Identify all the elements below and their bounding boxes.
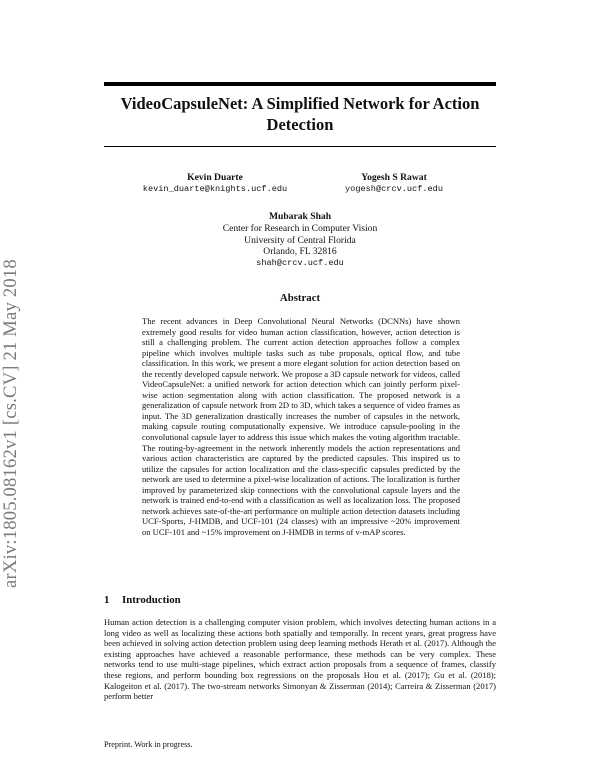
preprint-footer: Preprint. Work in progress. <box>104 740 193 749</box>
author-block-2 <box>334 172 454 196</box>
author-name: Yogesh S Rawat <box>361 172 427 183</box>
section-number: 1 <box>104 594 110 606</box>
introduction-text: Human action detection is a challenging computer vision problem, which involves detecting human actions in a long video as well as localizing these actions both spatially and temporally. In recent years, great progress have been achieved in solving action detection problem using deep learning methods Herath et al. (2017). Although the existing approaches have achieved a reasonable performance, these methods can be very complex. These networks tend to use multi-stage pipelines, which extract action proposals from a sequence of frames, classify these regions, and perform bounding box regressions on the proposals Hou et al. (2017); Gu et al. (2018); Kalogeiton et al. (2017). The two-stream networks Simonyan & Zisserman (2014); Carreira & Zisserman (2017) perform better <box>104 617 496 702</box>
title-bottom-rule <box>104 146 496 147</box>
title-top-rule <box>104 82 496 86</box>
abstract-text: The recent advances in Deep Convolutional Neural Networks (DCNNs) have shown extremely good results for video human action classification, however, action detection is still a challenging problem. The current action detection approaches follow a complex pipeline which involves multiple tasks such as tube proposals, optical flow, and tube classification. In this work, we present a more elegant solution for action detection based on the recently developed capsule network. We propose a 3D capsule network for videos, called VideoCapsuleNet: a unified network for action detection which can jointly perform pixel-wise action segmentation along with action classification. The proposed network is a generalization of capsule network from 2D to 3D, which takes a sequence of video frames as input. The 3D generalization drastically increases the number of capsules in the network, making capsule routing computationally expensive. We introduce capsule-pooling in the convolutional capsule layer to address this issue which makes the voting algorithm tractable. The routing-by-agreement in the network inherently models the action representations and various action characteristics are captured by the predicted capsules. This inspired us to utilize the capsules for action localization and the class-specific capsules predicted by the network are used to determine a pixel-wise localization of actions. The localization is further improved by parameterized skip connections with the convolutional capsule layers and the network is trained end-to-end with a classification as well as localization loss. The proposed network achieves sate-of-the-art performance on multiple action detection datasets including UCF-Sports, J-HMDB, and UCF-101 (24 classes) with an impressive ~20% improvement on UCF-101 and ~15% improvement on J-HMDB in terms of v-mAP scores. <box>142 316 460 537</box>
author-name: Mubarak Shah <box>268 211 332 222</box>
author-email: shah@crcv.ucf.edu <box>256 258 344 269</box>
affiliation-line: University of Central Florida <box>244 234 356 246</box>
section-heading <box>104 594 181 606</box>
affiliation-line: Orlando, FL 32816 <box>263 246 337 258</box>
paper-title: VideoCapsuleNet: A Simplified Network for Action Detection <box>120 94 480 134</box>
section-title: Introduction <box>122 594 181 606</box>
author-email: kevin_duarte@knights.ucf.edu <box>142 183 288 194</box>
author-block-1 <box>132 172 298 196</box>
author-block-3 <box>204 211 396 270</box>
arxiv-identifier: arXiv:1805.08162v1 [cs.CV] 21 May 2018 <box>0 259 21 588</box>
affiliation-line: Center for Research in Computer Vision <box>222 222 378 234</box>
abstract-heading: Abstract <box>279 292 321 304</box>
author-email: yogesh@crcv.ucf.edu <box>345 183 443 194</box>
author-name: Kevin Duarte <box>187 172 243 183</box>
